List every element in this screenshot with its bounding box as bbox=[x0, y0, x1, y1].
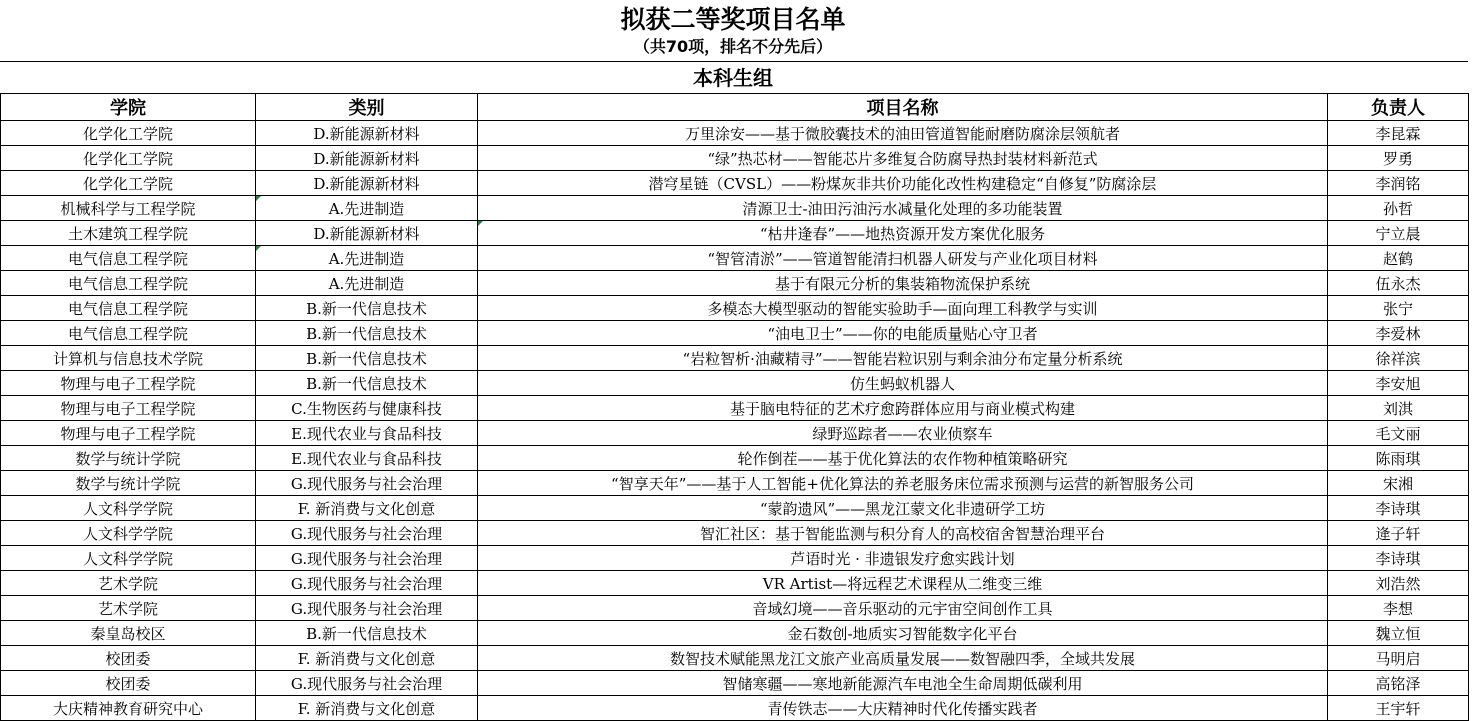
cell-project-name[interactable]: “岩粒智析·油藏精寻”——智能岩粒识别与剩余油分布定量分析系统 bbox=[478, 346, 1328, 371]
cell-college[interactable]: 秦皇岛校区 bbox=[1, 621, 256, 646]
cell-project-name[interactable]: “智享天年”——基于人工智能+优化算法的养老服务床位需求预测与运营的新智服务公司 bbox=[478, 471, 1328, 496]
cell-category[interactable]: D.新能源新材料 bbox=[256, 146, 478, 171]
cell-category[interactable]: B.新一代信息技术 bbox=[256, 321, 478, 346]
cell-category[interactable]: F. 新消费与文化创意 bbox=[256, 496, 478, 521]
header-project-name[interactable]: 项目名称 bbox=[478, 94, 1328, 121]
table-row bbox=[1, 221, 1469, 246]
group-title: 本科生组 bbox=[693, 66, 773, 90]
table-header-row bbox=[1, 94, 1469, 121]
cell-category[interactable]: F. 新消费与文化创意 bbox=[256, 646, 478, 671]
header-leader[interactable]: 负责人 bbox=[1328, 94, 1469, 121]
table-row bbox=[1, 271, 1469, 296]
cell-project-name[interactable]: 智储寒疆——寒地新能源汽车电池全生命周期低碳利用 bbox=[478, 671, 1328, 696]
table-row bbox=[1, 371, 1469, 396]
cell-leader[interactable]: 徐祥滨 bbox=[1328, 346, 1469, 371]
cell-leader[interactable]: 刘浩然 bbox=[1328, 571, 1469, 596]
cell-college[interactable]: 艺术学院 bbox=[1, 571, 256, 596]
cell-college[interactable]: 化学化工学院 bbox=[1, 146, 256, 171]
cell-category[interactable]: E.现代农业与食品科技 bbox=[256, 446, 478, 471]
table-row bbox=[1, 421, 1469, 446]
cell-college[interactable]: 校团委 bbox=[1, 646, 256, 671]
cell-category[interactable]: G.现代服务与社会治理 bbox=[256, 521, 478, 546]
cell-leader[interactable]: 赵鹤 bbox=[1328, 246, 1469, 271]
cell-leader[interactable]: 王宇轩 bbox=[1328, 696, 1469, 721]
cell-project-name[interactable]: 基于脑电特征的艺术疗愈跨群体应用与商业模式构建 bbox=[478, 396, 1328, 421]
cell-leader[interactable]: 伍永杰 bbox=[1328, 271, 1469, 296]
cell-leader[interactable]: 刘淇 bbox=[1328, 396, 1469, 421]
table-row bbox=[1, 621, 1469, 646]
table-row bbox=[1, 696, 1469, 721]
cell-category[interactable]: D.新能源新材料 bbox=[256, 171, 478, 196]
cell-category[interactable]: G.现代服务与社会治理 bbox=[256, 596, 478, 621]
cell-category[interactable]: A.先进制造 bbox=[256, 196, 478, 221]
cell-project-name[interactable]: 芦语时光 · 非遗银发疗愈实践计划 bbox=[478, 546, 1328, 571]
cell-college[interactable]: 人文科学学院 bbox=[1, 496, 256, 521]
cell-project-name[interactable]: 青传铁志——大庆精神时代化传播实践者 bbox=[478, 696, 1328, 721]
cell-project-name[interactable]: 数智技术赋能黑龙江文旅产业高质量发展——数智融四季，全域共发展 bbox=[478, 646, 1328, 671]
cell-leader[interactable]: 逄子轩 bbox=[1328, 521, 1469, 546]
table-row bbox=[1, 471, 1469, 496]
cell-category[interactable]: D.新能源新材料 bbox=[256, 121, 478, 146]
cell-leader[interactable]: 李润铭 bbox=[1328, 171, 1469, 196]
divider bbox=[0, 61, 1468, 62]
cell-leader[interactable]: 毛文丽 bbox=[1328, 421, 1469, 446]
cell-leader[interactable]: 李爱林 bbox=[1328, 321, 1469, 346]
header-category[interactable]: 类别 bbox=[256, 94, 478, 121]
table-row bbox=[1, 196, 1469, 221]
cell-category[interactable]: B.新一代信息技术 bbox=[256, 621, 478, 646]
cell-category[interactable]: D.新能源新材料 bbox=[256, 221, 478, 246]
cell-college[interactable]: 化学化工学院 bbox=[1, 121, 256, 146]
cell-project-name[interactable]: 潜穹星链（CVSL）——粉煤灰非共价功能化改性构建稳定“自修复”防腐涂层 bbox=[478, 171, 1328, 196]
cell-project-name[interactable]: VR Artist—将远程艺术课程从二维变三维 bbox=[478, 571, 1328, 596]
cell-category[interactable]: G.现代服务与社会治理 bbox=[256, 571, 478, 596]
cell-college[interactable]: 艺术学院 bbox=[1, 596, 256, 621]
cell-project-name[interactable]: 轮作倒茬——基于优化算法的农作物种植策略研究 bbox=[478, 446, 1328, 471]
cell-college[interactable]: 人文科学学院 bbox=[1, 521, 256, 546]
table-row bbox=[1, 671, 1469, 696]
cell-leader[interactable]: 李诗琪 bbox=[1328, 546, 1469, 571]
cell-leader[interactable]: 张宁 bbox=[1328, 296, 1469, 321]
table-row bbox=[1, 346, 1469, 371]
cell-college[interactable]: 电气信息工程学院 bbox=[1, 271, 256, 296]
award-table bbox=[0, 93, 1469, 721]
table-row bbox=[1, 396, 1469, 421]
table-row bbox=[1, 546, 1469, 571]
cell-project-name[interactable]: 基于有限元分析的集装箱物流保护系统 bbox=[478, 271, 1328, 296]
cell-leader[interactable]: 孙哲 bbox=[1328, 196, 1469, 221]
table-row bbox=[1, 496, 1469, 521]
cell-college[interactable]: 人文科学学院 bbox=[1, 546, 256, 571]
table-row bbox=[1, 296, 1469, 321]
cell-project-name[interactable]: 万里涂安——基于微胶囊技术的油田管道智能耐磨防腐涂层领航者 bbox=[478, 121, 1328, 146]
cell-leader[interactable]: 李昆霖 bbox=[1328, 121, 1469, 146]
cell-college[interactable]: 化学化工学院 bbox=[1, 171, 256, 196]
cell-project-name[interactable]: 绿野巡踪者——农业侦察车 bbox=[478, 421, 1328, 446]
cell-category[interactable]: G.现代服务与社会治理 bbox=[256, 471, 478, 496]
cell-college[interactable]: 物理与电子工程学院 bbox=[1, 421, 256, 446]
cell-college[interactable]: 数学与统计学院 bbox=[1, 446, 256, 471]
header-college[interactable]: 学院 bbox=[1, 94, 256, 121]
cell-leader[interactable]: 马明启 bbox=[1328, 646, 1469, 671]
table-row bbox=[1, 321, 1469, 346]
cell-category[interactable]: G.现代服务与社会治理 bbox=[256, 671, 478, 696]
cell-project-name[interactable]: “油电卫士”——你的电能质量贴心守卫者 bbox=[478, 321, 1328, 346]
page-title: 拟获二等奖项目名单 bbox=[620, 5, 846, 34]
cell-category[interactable]: E.现代农业与食品科技 bbox=[256, 421, 478, 446]
table-row bbox=[1, 571, 1469, 596]
table-row bbox=[1, 446, 1469, 471]
cell-college[interactable]: 电气信息工程学院 bbox=[1, 246, 256, 271]
cell-college[interactable]: 电气信息工程学院 bbox=[1, 296, 256, 321]
table-row bbox=[1, 121, 1469, 146]
cell-leader[interactable]: 罗勇 bbox=[1328, 146, 1469, 171]
table-row bbox=[1, 146, 1469, 171]
cell-project-name[interactable]: “枯井逢春”——地热资源开发方案优化服务 bbox=[478, 221, 1328, 246]
cell-project-name[interactable]: 清源卫士-油田污油污水减量化处理的多功能装置 bbox=[478, 196, 1328, 221]
cell-category[interactable]: C.生物医药与健康科技 bbox=[256, 396, 478, 421]
cell-college[interactable]: 机械科学与工程学院 bbox=[1, 196, 256, 221]
cell-project-name[interactable]: “智管清淤”——管道智能清扫机器人研发与产业化项目材料 bbox=[478, 246, 1328, 271]
cell-project-name[interactable]: “蒙韵遗风”——黑龙江蒙文化非遗研学工坊 bbox=[478, 496, 1328, 521]
cell-category[interactable]: A.先进制造 bbox=[256, 271, 478, 296]
cell-category[interactable]: B.新一代信息技术 bbox=[256, 346, 478, 371]
cell-project-name[interactable]: 音域幻境——音乐驱动的元宇宙空间创作工具 bbox=[478, 596, 1328, 621]
cell-college[interactable]: 土木建筑工程学院 bbox=[1, 221, 256, 246]
cell-college[interactable]: 数学与统计学院 bbox=[1, 471, 256, 496]
cell-category[interactable]: B.新一代信息技术 bbox=[256, 371, 478, 396]
cell-project-name[interactable]: 多模态大模型驱动的智能实验助手—面向理工科教学与实训 bbox=[478, 296, 1328, 321]
cell-college[interactable]: 物理与电子工程学院 bbox=[1, 371, 256, 396]
cell-college[interactable]: 大庆精神教育研究中心 bbox=[1, 696, 256, 721]
cell-project-name[interactable]: 金石数创-地质实习智能数字化平台 bbox=[478, 621, 1328, 646]
cell-leader[interactable]: 李安旭 bbox=[1328, 371, 1469, 396]
cell-college[interactable]: 物理与电子工程学院 bbox=[1, 396, 256, 421]
cell-leader[interactable]: 宋湘 bbox=[1328, 471, 1469, 496]
cell-leader[interactable]: 宁立晨 bbox=[1328, 221, 1469, 246]
table-body bbox=[1, 121, 1469, 721]
cell-college[interactable]: 校团委 bbox=[1, 671, 256, 696]
table-row bbox=[1, 596, 1469, 621]
cell-category[interactable]: F. 新消费与文化创意 bbox=[256, 696, 478, 721]
cell-category[interactable]: A.先进制造 bbox=[256, 246, 478, 271]
table-row bbox=[1, 521, 1469, 546]
cell-leader[interactable]: 魏立恒 bbox=[1328, 621, 1469, 646]
cell-project-name[interactable]: “绿”热芯材——智能芯片多维复合防腐导热封装材料新范式 bbox=[478, 146, 1328, 171]
cell-leader[interactable]: 高铭泽 bbox=[1328, 671, 1469, 696]
table-row bbox=[1, 171, 1469, 196]
cell-category[interactable]: G.现代服务与社会治理 bbox=[256, 546, 478, 571]
cell-leader[interactable]: 李想 bbox=[1328, 596, 1469, 621]
page-subtitle: （共70项，排名不分先后） bbox=[633, 37, 833, 56]
cell-college[interactable]: 计算机与信息技术学院 bbox=[1, 346, 256, 371]
cell-leader[interactable]: 李诗琪 bbox=[1328, 496, 1469, 521]
cell-category[interactable]: B.新一代信息技术 bbox=[256, 296, 478, 321]
table-row bbox=[1, 246, 1469, 271]
cell-project-name[interactable]: 仿生蚂蚁机器人 bbox=[478, 371, 1328, 396]
table-row bbox=[1, 646, 1469, 671]
cell-project-name[interactable]: 智汇社区：基于智能监测与积分育人的高校宿舍智慧治理平台 bbox=[478, 521, 1328, 546]
cell-college[interactable]: 电气信息工程学院 bbox=[1, 321, 256, 346]
cell-leader[interactable]: 陈雨琪 bbox=[1328, 446, 1469, 471]
